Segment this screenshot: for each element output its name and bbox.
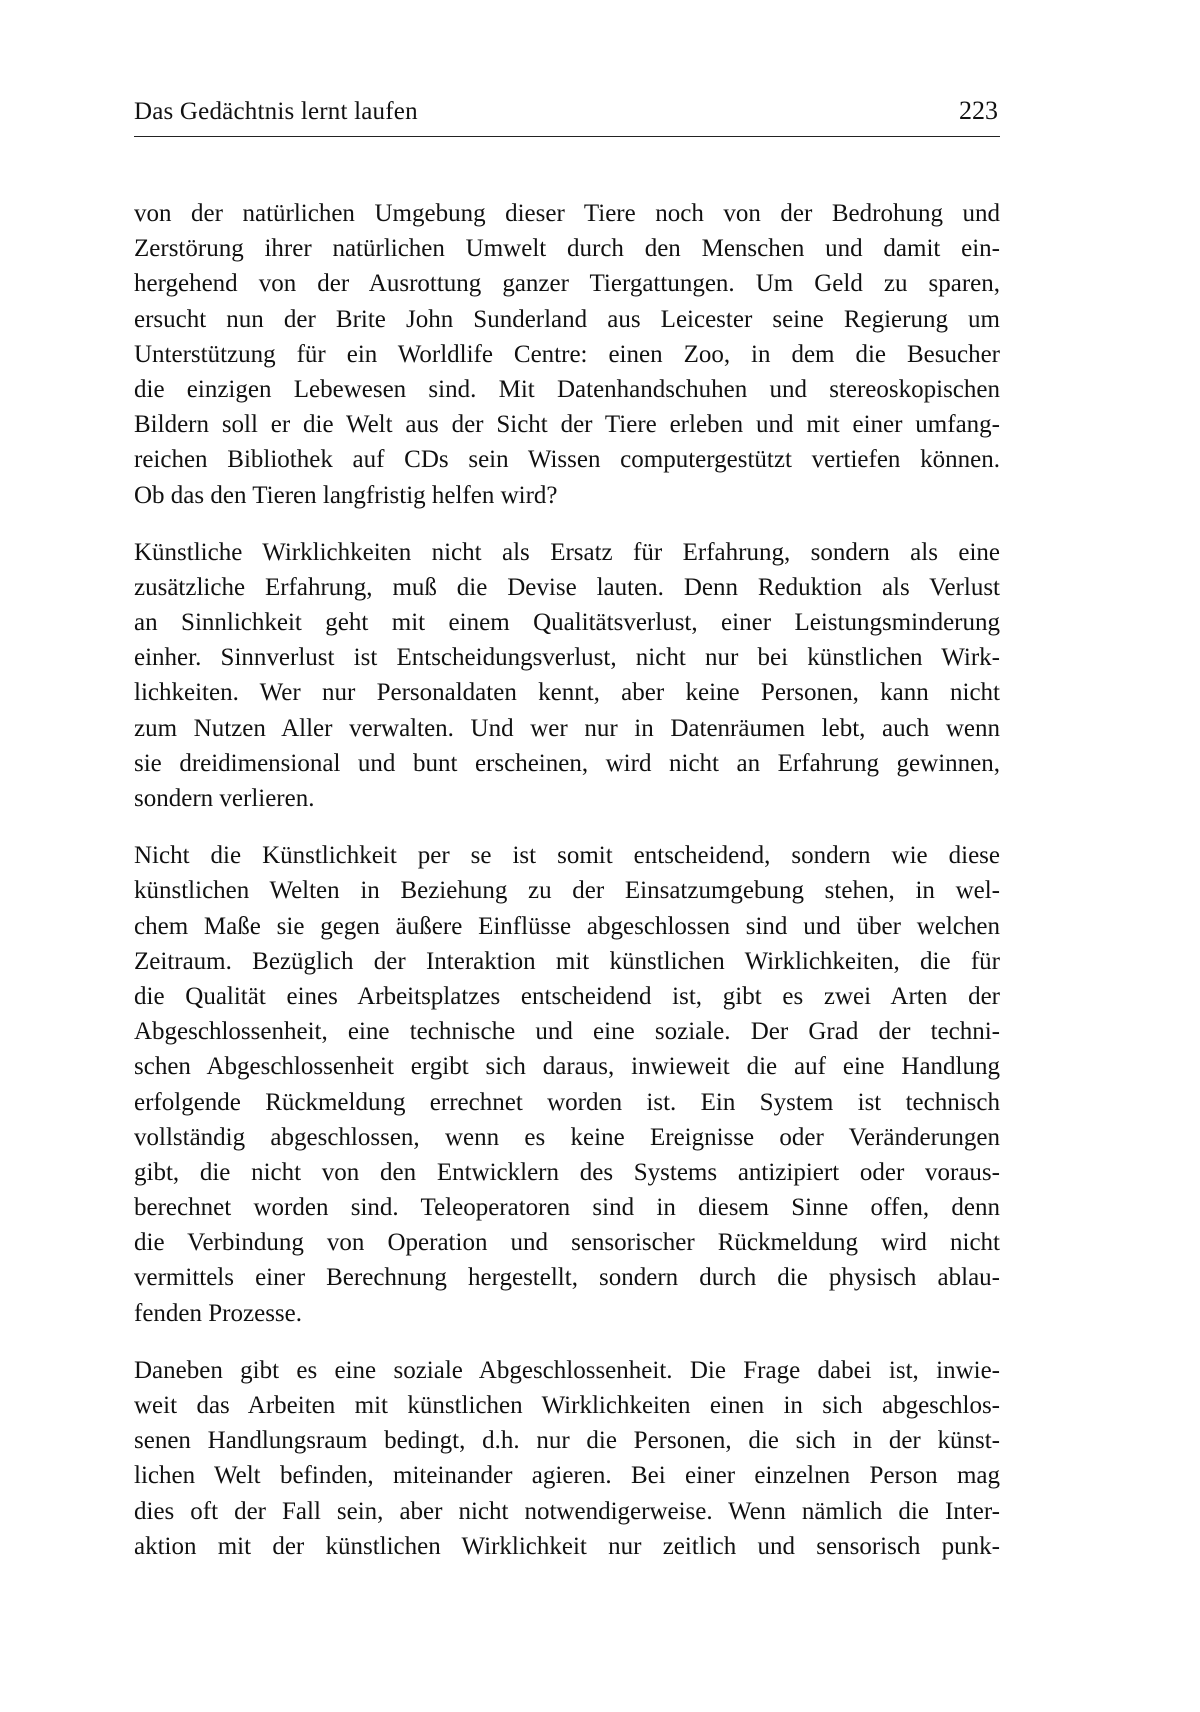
text-line: sie dreidimensional und bunt erscheinen, wird nicht an Erfahrung gewinnen, (134, 749, 1000, 777)
text-line: erfolgende Rückmeldung errechnet worden ist. Ein System ist technisch (134, 1088, 1000, 1116)
text-line: lichkeiten. Wer nur Personaldaten kennt, aber keine Personen, kann nicht (134, 679, 1000, 707)
text-line: einher. Sinnverlust ist Entscheidungsverlust, nicht nur bei künstlichen Wirk- (134, 644, 1000, 672)
text-line: reichen Bibliothek auf CDs sein Wissen computergestützt vertiefen können. (134, 446, 1000, 474)
text-line: zum Nutzen Aller verwalten. Und wer nur in Datenräumen lebt, auch wenn (134, 714, 1000, 742)
paragraph-3 (134, 838, 1000, 1331)
text-line: weit das Arbeiten mit künstlichen Wirklichkeiten einen in sich abgeschlos- (134, 1392, 1000, 1419)
text-line: lichen Welt befinden, miteinander agieren. Bei einer einzelnen Person mag (134, 1462, 1000, 1490)
text-line: berechnet worden sind. Teleoperatoren sind in diesem Sinne offen, denn (134, 1194, 1000, 1222)
text-line: Unterstützung für ein Worldlife Centre: einen Zoo, in dem die Besucher (134, 340, 1000, 368)
text-line: Nicht die Künstlichkeit per se ist somit entscheidend, sondern wie diese (134, 842, 1000, 870)
text-line: fenden Prozesse. (134, 1299, 302, 1327)
text-line: gibt, die nicht von den Entwicklern des Systems antizipiert oder voraus- (134, 1158, 1000, 1186)
text-line: senen Handlungsraum bedingt, d.h. nur die Personen, die sich in der künst- (134, 1427, 1000, 1455)
text-line: chem Maße sie gegen äußere Einflüsse abgeschlossen sind und über welchen (134, 912, 1000, 940)
body-text (134, 196, 1000, 1586)
text-line: Ob das den Tieren langfristig helfen wird? (134, 481, 558, 509)
text-line: künstlichen Welten in Beziehung zu der Einsatzumgebung stehen, in wel- (134, 877, 1000, 905)
text-line: Bildern soll er die Welt aus der Sicht der Tiere erleben und mit einer umfang- (134, 411, 1000, 439)
text-line: Zerstörung ihrer natürlichen Umwelt durch den Menschen und damit ein- (134, 235, 1000, 263)
running-title: Das Gedächtnis lernt laufen (134, 98, 418, 125)
text-line: die einzigen Lebewesen sind. Mit Datenhandschuhen und stereoskopischen (134, 375, 1000, 403)
text-line: vollständig abgeschlossen, wenn es keine Ereignisse oder Veränderungen (134, 1123, 1000, 1151)
text-line: Zeitraum. Bezüglich der Interaktion mit künstlichen Wirklichkeiten, die für (134, 947, 1000, 975)
text-line: dies oft der Fall sein, aber nicht notwendigerweise. Wenn nämlich die Inter- (134, 1497, 1000, 1525)
text-line: aktion mit der künstlichen Wirklichkeit nur zeitlich und sensorisch punk- (134, 1532, 1000, 1560)
text-line: vermittels einer Berechnung hergestellt, sondern durch die physisch ablau- (134, 1264, 1000, 1292)
text-line: Künstliche Wirklichkeiten nicht als Ersatz für Erfahrung, sondern als eine (134, 538, 1000, 566)
paragraph-1 (134, 196, 1000, 513)
text-line: an Sinnlichkeit geht mit einem Qualitätsverlust, einer Leistungsminderung (134, 609, 1000, 637)
text-line: schen Abgeschlossenheit ergibt sich daraus, inwieweit die auf eine Handlung (134, 1053, 1000, 1081)
text-line: hergehend von der Ausrottung ganzer Tiergattungen. Um Geld zu sparen, (134, 270, 1000, 298)
text-line: die Qualität eines Arbeitsplatzes entscheidend ist, gibt es zwei Arten der (134, 982, 1000, 1010)
paragraph-2 (134, 535, 1000, 817)
text-line: die Verbindung von Operation und sensorischer Rückmeldung wird nicht (134, 1229, 1000, 1257)
text-line: zusätzliche Erfahrung, muß die Devise lauten. Denn Reduktion als Verlust (134, 573, 1000, 601)
page-number: 223 (959, 96, 998, 125)
text-line: Abgeschlossenheit, eine technische und eine soziale. Der Grad der techni- (134, 1018, 1000, 1046)
running-header (134, 96, 1000, 137)
paragraph-4 (134, 1353, 1000, 1564)
text-line: Daneben gibt es eine soziale Abgeschlossenheit. Die Frage dabei ist, inwie- (134, 1356, 1000, 1384)
text-line: von der natürlichen Umgebung dieser Tiere noch von der Bedrohung und (134, 200, 1000, 227)
text-line: sondern verlieren. (134, 785, 315, 812)
text-line: ersucht nun der Brite John Sunderland aus Leicester seine Regierung um (134, 305, 1000, 333)
